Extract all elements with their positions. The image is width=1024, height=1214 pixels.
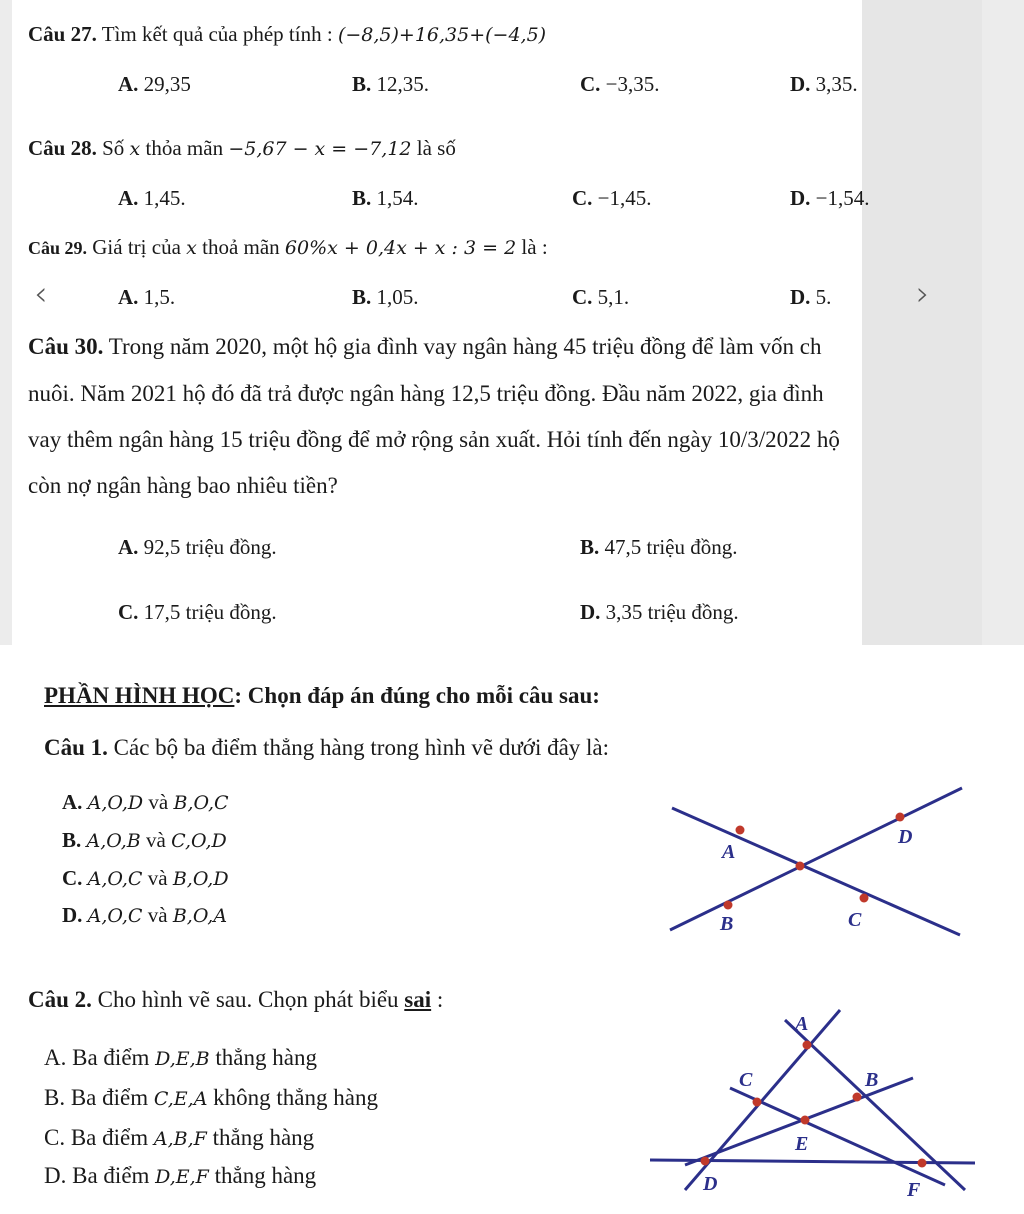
math-expression: −5,67 − x = −7,12: [228, 138, 412, 160]
point-e: [801, 1116, 810, 1125]
line-bd: [670, 788, 962, 930]
question-text: Tìm kết quả của phép tính :: [101, 22, 333, 46]
math-expression: (−8,5)+16,35+(−4,5): [337, 24, 547, 46]
option-c[interactable]: C. A,O,C và B,O,D: [62, 866, 229, 890]
option-a[interactable]: A. 92,5 triệu đồng.: [118, 535, 277, 559]
option-a[interactable]: A. 29,35: [118, 72, 191, 96]
point-b: [853, 1093, 862, 1102]
option-d[interactable]: D. A,O,C và B,O,A: [62, 903, 228, 927]
math-expression: 60%x + 0,4x + x : 3 = 2: [284, 237, 517, 259]
next-arrow-icon[interactable]: ›: [916, 274, 930, 314]
option-b[interactable]: B. 1,05.: [352, 285, 419, 309]
label-e: E: [795, 1133, 809, 1155]
point-f: [918, 1159, 927, 1168]
geometry-question-2: Câu 2. Cho hình vẽ sau. Chọn phát biểu sai :: [28, 987, 444, 1012]
figure-intersecting-lines: [660, 780, 970, 945]
line-ac: [672, 808, 960, 935]
geometry-question-1: Câu 1. Các bộ ba điểm thẳng hàng trong hình vẽ dưới đây là:: [44, 735, 610, 760]
option-c[interactable]: C. Ba điểm A,B,F thẳng hàng: [44, 1125, 315, 1150]
option-b[interactable]: B. Ba điểm C,E,A không thẳng hàng: [44, 1085, 378, 1110]
label-a: A: [795, 1013, 809, 1035]
question-27: [28, 22, 546, 47]
question-30-line-3: vay thêm ngân hàng 15 triệu đồng để mở rộng sản xuất. Hỏi tính đến ngày 10/3/2022 hộ: [28, 427, 840, 452]
question-30-line-1: Câu 30. Trong năm 2020, một hộ gia đình vay ngân hàng 45 triệu đồng để làm vốn ch: [28, 334, 822, 359]
point-a: [736, 826, 745, 835]
option-a[interactable]: A. A,O,D và B,O,C: [62, 790, 229, 814]
label-f: F: [907, 1179, 921, 1201]
question-30-line-4: còn nợ ngân hàng bao nhiêu tiền?: [28, 473, 338, 498]
option-c[interactable]: C. −3,35.: [580, 72, 660, 96]
question-label: Câu 1.: [44, 735, 108, 760]
question-label: Câu 27.: [28, 22, 97, 46]
option-d[interactable]: D. 3,35 triệu đồng.: [580, 600, 739, 624]
question-label: Câu 30.: [28, 334, 104, 359]
emphasis-word: sai: [404, 987, 432, 1012]
option-d[interactable]: D. 3,35.: [790, 72, 858, 96]
label-a: A: [722, 841, 736, 863]
label-d: D: [898, 826, 913, 848]
option-d[interactable]: D. 5.: [790, 285, 832, 309]
point-o: [796, 862, 805, 871]
question-label: Câu 29.: [28, 238, 88, 258]
option-c[interactable]: C. 5,1.: [572, 285, 630, 309]
question-28: Câu 28. Số x thỏa mãn −5,67 − x = −7,12 là số: [28, 136, 456, 160]
question-label: Câu 2.: [28, 987, 92, 1012]
option-a[interactable]: A. 1,5.: [118, 285, 176, 309]
option-b[interactable]: B. A,O,B và C,O,D: [62, 828, 227, 852]
figure-triangle: [645, 1000, 980, 1205]
previous-arrow-icon[interactable]: ‹: [34, 274, 48, 314]
question-label: Câu 28.: [28, 136, 97, 160]
point-c: [753, 1098, 762, 1107]
question-29: Câu 29. Giá trị của x thoả mãn 60%x + 0,4x + x : 3 = 2 là :: [28, 235, 548, 259]
label-b: B: [865, 1069, 879, 1091]
option-a[interactable]: A. 1,45.: [118, 186, 186, 210]
option-c[interactable]: C. 17,5 triệu đồng.: [118, 600, 277, 624]
right-margin-strip: [862, 0, 982, 645]
point-c: [860, 894, 869, 903]
option-b[interactable]: B. 1,54.: [352, 186, 419, 210]
option-d[interactable]: D. Ba điểm D,E,F thẳng hàng: [44, 1163, 317, 1188]
option-d[interactable]: D. −1,54.: [790, 186, 870, 210]
option-b[interactable]: B. 12,35.: [352, 72, 430, 96]
line-af: [785, 1020, 965, 1190]
question-30-line-2: nuôi. Năm 2021 hộ đó đã trả được ngân hàng 12,5 triệu đồng. Đầu năm 2022, gia đình: [28, 381, 824, 406]
label-d: D: [703, 1173, 718, 1195]
point-b: [724, 901, 733, 910]
option-b[interactable]: B. 47,5 triệu đồng.: [580, 535, 738, 559]
label-b: B: [720, 913, 734, 935]
section-heading: PHẦN HÌNH HỌC: Chọn đáp án đúng cho mỗi câu sau:: [44, 683, 600, 708]
label-c: C: [848, 909, 862, 931]
option-a[interactable]: A. Ba điểm D,E,B thẳng hàng: [44, 1045, 317, 1070]
option-c[interactable]: C. −1,45.: [572, 186, 652, 210]
point-a: [803, 1041, 812, 1050]
label-c: C: [739, 1069, 753, 1091]
point-d: [701, 1157, 710, 1166]
point-d: [896, 813, 905, 822]
